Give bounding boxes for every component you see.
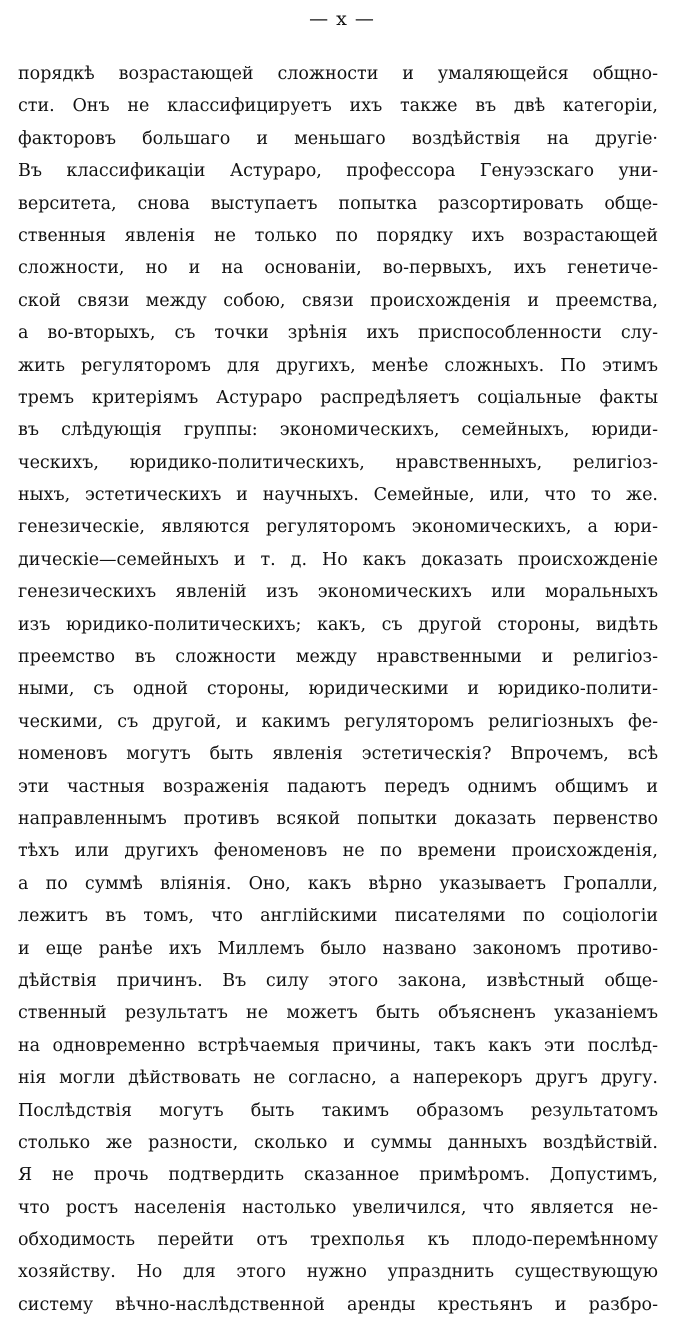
text-line: факторовъ большаго и меньшаго воздѣйствія на другіе· (18, 128, 658, 149)
text-line: номеновъ могутъ быть явленія эстетическія? Впрочемъ, всѣ (18, 744, 658, 765)
text-line: преемство въ сложности между нравственными и религіоз- (18, 647, 658, 668)
text-line: ными, съ одной стороны, юридическими и юридико-полити- (18, 679, 658, 700)
text-line: а во-вторыхъ, съ точки зрѣнія ихъ приспособленности слу- (18, 323, 658, 344)
text-line: ской связи между собою, связи происхожденія и преемства, (18, 290, 658, 311)
text-line: дическіе—семейныхъ и т. д. Но какъ доказать происхожденіе (18, 549, 658, 570)
body-text (18, 58, 658, 1321)
text-line: тѣхъ или другихъ феноменовъ не по времени происхожденія, (18, 841, 658, 862)
text-line: генезическіе, являются регуляторомъ экономическихъ, а юри- (18, 517, 658, 538)
text-line: на одновременно встрѣчаемыя причины, такъ какъ эти послѣд- (18, 1035, 658, 1056)
text-line: что ростъ населенія настолько увеличился, что является не- (18, 1197, 658, 1218)
text-line: ныхъ, эстетическихъ и научныхъ. Семейные, или, что то же. (18, 485, 658, 506)
text-line: нія могли дѣйствовать не согласно, а наперекоръ другъ другу. (18, 1068, 658, 1089)
text-line: Въ классификаціи Астураро, профессора Генуэзскаго уни- (18, 161, 658, 182)
text-line: эти частныя возраженія падаютъ передъ однимъ общимъ и (18, 776, 658, 797)
text-line: изъ юридико-политическихъ; какъ, съ другой стороны, видѣть (18, 614, 658, 635)
text-line: сложности, но и на основаніи, во-первыхъ, ихъ генетиче- (18, 258, 658, 279)
text-line: порядкѣ возрастающей сложности и умаляющейся общно- (18, 64, 658, 84)
text-line: генезическихъ явленій изъ экономическихъ или моральныхъ (18, 582, 658, 603)
text-line: ческими, съ другой, и какимъ регуляторомъ религіозныхъ фе- (18, 711, 658, 732)
text-line: систему вѣчно-наслѣдственной аренды крестьянъ и разбро- (18, 1294, 658, 1315)
text-line: а по суммѣ вліянія. Оно, какъ вѣрно указываетъ Гропалли, (18, 873, 658, 894)
text-line: обходимость перейти отъ трехполья къ плодо-перемѣнному (18, 1230, 658, 1251)
text-line: лежитъ въ томъ, что англійскими писателями по соціологіи (18, 906, 658, 927)
text-line: и еще ранѣе ихъ Миллемъ было названо закономъ противо- (18, 938, 658, 959)
text-line: ственный результатъ не можетъ быть объясненъ указаніемъ (18, 1003, 658, 1024)
text-line: Я не прочь подтвердить сказанное примѣромъ. Допустимъ, (18, 1165, 658, 1186)
text-line: направленнымъ противъ всякой попытки доказать первенство (18, 808, 658, 829)
text-line: ственныя явленія не только по порядку ихъ возрастающей (18, 225, 658, 246)
text-line: жить регуляторомъ для другихъ, менѣе сложныхъ. По этимъ (18, 355, 658, 376)
text-line: тремъ критеріямъ Астураро распредѣляетъ соціальные факты (18, 387, 658, 408)
text-line: въ слѣдующія группы: экономическихъ, семейныхъ, юриди- (18, 420, 658, 441)
text-line: дѣйствія причинъ. Въ силу этого закона, извѣстный обще- (18, 970, 658, 991)
text-line: столько же разности, сколько и суммы данныхъ воздѣйствій. (18, 1132, 658, 1153)
text-line: хозяйству. Но для этого нужно упразднить существующую (18, 1262, 658, 1283)
text-line: верситета, снова выступаетъ попытка разсортировать обще- (18, 193, 658, 214)
text-line: сти. Онъ не классифицируетъ ихъ также въ двѣ категоріи, (18, 96, 658, 117)
text-line: Послѣдствія могутъ быть такимъ образомъ результатомъ (18, 1100, 658, 1121)
page-number-header: — x — (309, 8, 375, 30)
text-line: ческихъ, юридико-политическихъ, нравственныхъ, религіоз- (18, 452, 658, 473)
